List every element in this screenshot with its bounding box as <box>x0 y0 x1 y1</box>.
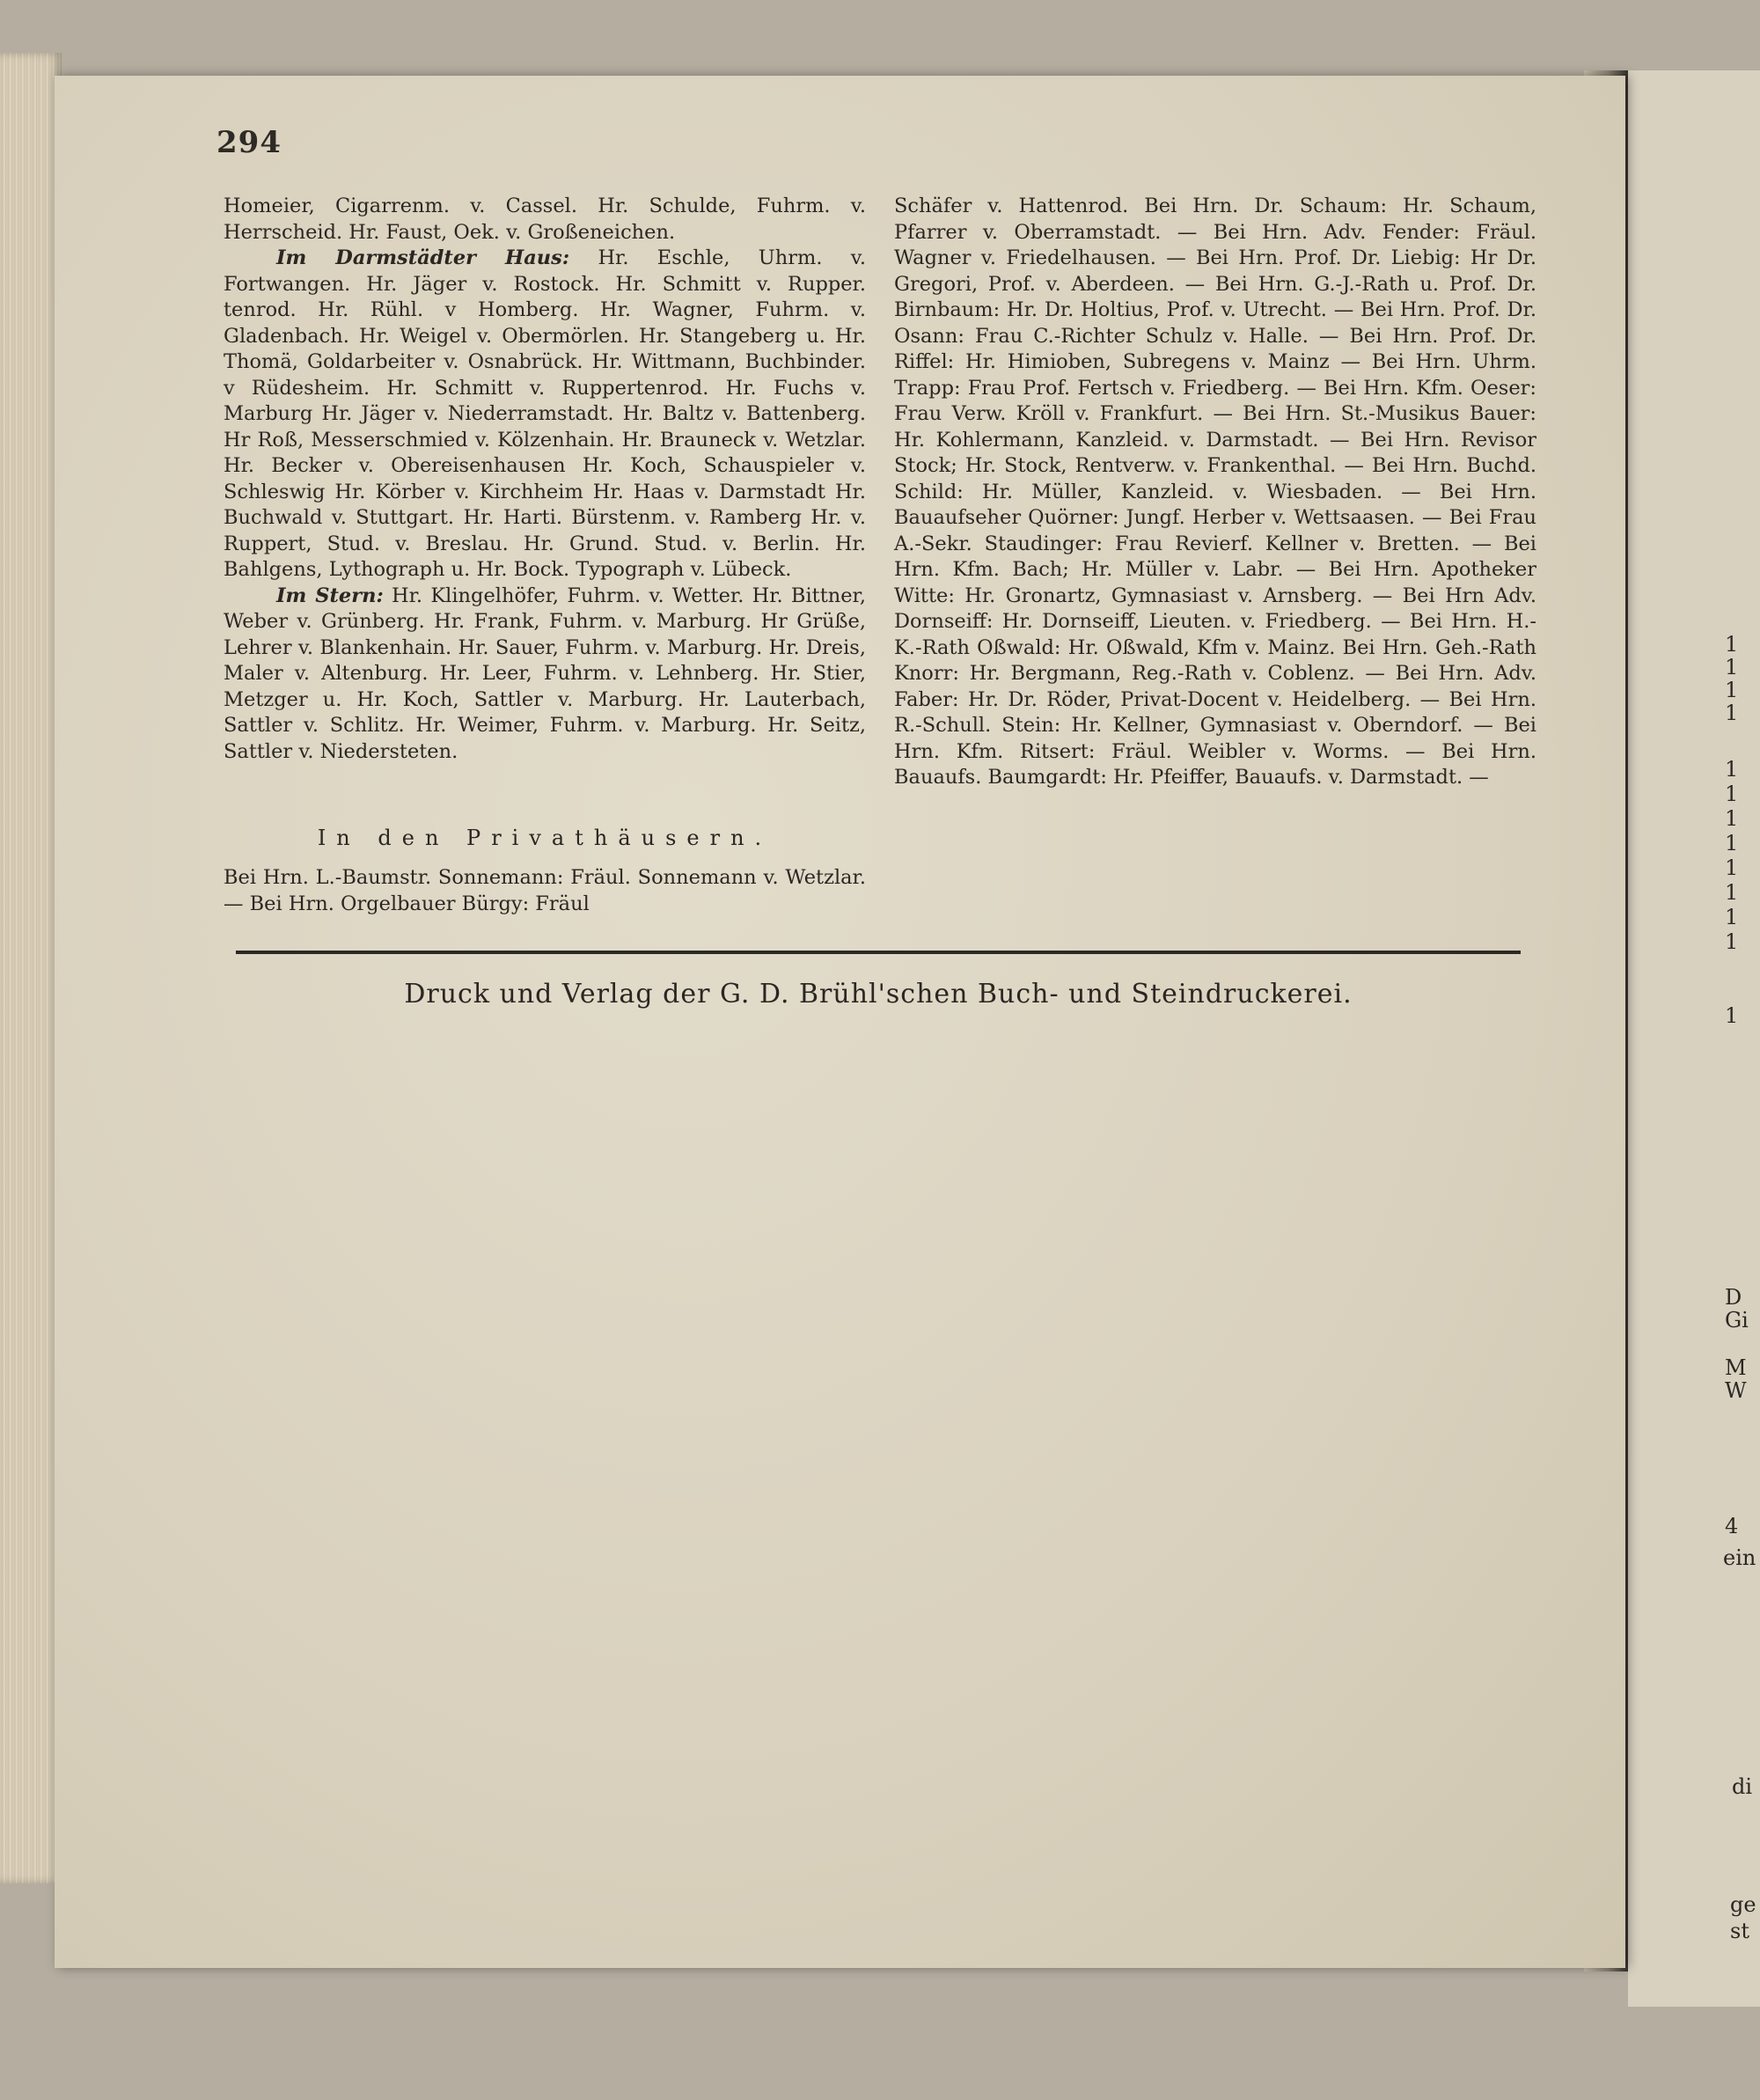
fragment: 1 <box>1725 632 1739 657</box>
page-number: 294 <box>216 125 282 160</box>
fragment: Gi <box>1725 1308 1749 1333</box>
next-page <box>1628 70 1760 2007</box>
section-text: Hr. Eschle, Uhrm. v. Fortwangen. Hr. Jäger v. Rostock. Hr. Schmitt v. Rupper. tenrod. Hr. Rühl. v Homberg. Hr. Wagner, Fuhrm. v. Gladenbach. Hr. Weigel v. Obermörlen. Hr. Stangeberg u. Hr. Thomä, Goldarbeiter v. Osnabrück. Hr. Wittmann, Buchbinder. v Rüdesheim. Hr. Schmitt v. Ruppertenrod. Hr. Fuchs v. Marburg Hr. Jäger v. Niederramstadt. Hr. Baltz v. Battenberg. Hr Roß, Messerschmied v. Kölzenhain. Hr. Brauneck v. Wetzlar. Hr. Becker v. Obereisenhausen Hr. Koch, Schauspieler v. Schleswig Hr. Körber v. Kirchheim Hr. Haas v. Darmstadt Hr. Buchwald v. Stuttgart. Hr. Harti. Bürstenm. v. Ramberg Hr. v. Ruppert, Stud. v. Breslau. Hr. Grund. Stud. v. Berlin. Hr. Bahlgens, Lythograph u. Hr. Bock. Typograph v. Lübeck. <box>224 246 866 581</box>
private-houses-text: Bei Hrn. L.-Baumstr. Sonnemann: Fräul. Sonnemann v. Wetzlar. — Bei Hrn. Orgelbauer Bürgy: Fräul <box>224 866 866 915</box>
fragment: 1 <box>1725 757 1739 782</box>
fragment: 1 <box>1725 806 1739 831</box>
right-column-text: Schäfer v. Hattenrod. Bei Hrn. Dr. Schaum: Hr. Schaum, Pfarrer v. Oberramstadt. — Bei Hrn. Adv. Fender: Fräul. Wagner v. Friedelhausen. — Bei Hrn. Prof. Dr. Liebig: Hr Dr. Gregori, Prof. v. Aberdeen. — Bei Hrn. G.-J.-Rath u. Prof. Dr. Birnbaum: Hr. Dr. Holtius, Prof. v. Utrecht. — Bei Hrn. Prof. Dr. Osann: Frau C.-Richter Schulz v. Halle. — Bei Hrn. Prof. Dr. Riffel: Hr. Himioben, Subregens v. Mainz — Bei Hrn. Uhrm. Trapp: Frau Prof. Fertsch v. Friedberg. — Bei Hrn. Kfm. Oeser: Frau Verw. Kröll v. Frankfurt. — Bei Hrn. St.-Musikus Bauer: Hr. Kohlermann, Kanzleid. v. Darmstadt. — Bei Hrn. Revisor Stock; Hr. Stock, Rentverw. v. Frankenthal. — Bei Hrn. Buchd. Schild: Hr. Müller, Kanzleid. v. Wiesbaden. — Bei Hrn. Bauaufseher Quörner: Jungf. Herber v. Wettsaasen. — Bei Frau A.-Sekr. Staudinger: Frau Revierf. Kellner v. Bretten. — Bei Hrn. Kfm. Bach; Hr. Müller v. Labr. — Bei Hrn. Apotheker Witte: Hr. Gronartz, Gymnasiast v. Arnsberg. — Bei Hrn Adv. Dornseiff: Hr. Dornseiff, Lieuten. v. Friedberg. — Bei Hrn. H.-K.-Rath Oßwald: Hr. Oßwald, Kfm v. Mainz. Bei Hrn. Geh.-Rath Knorr: Hr. Bergmann, Reg.-Rath v. Coblenz. — Bei Hrn. Adv. Faber: Hr. Dr. Röder, Privat-Docent v. Heidelberg. — Bei Hrn. R.-Schull. Stein: Hr. Kellner, Gymnasiast v. Oberndorf. — Bei Hrn. Kfm. Ritsert: Fräul. Weibler v. Worms. — Bei Hrn. Bauaufs. Baumgardt: Hr. Pfeiffer, Bauaufs. v. Darmstadt. — <box>894 195 1536 789</box>
section-text: Hr. Klingelhöfer, Fuhrm. v. Wetter. Hr. Bittner, Weber v. Grünberg. Hr. Frank, Fuhrm. v. Marburg. Hr Grüße, Lehrer v. Blankenhain. Hr. Sauer, Fuhrm. v. Marburg. Hr. Dreis, Maler v. Altenburg. Hr. Leer, Fuhrm. v. Lehnberg. Hr. Stier, Metzger u. Hr. Koch, Sattler v. Marburg. Hr. Lauterbach, Sattler v. Schlitz. Hr. Weimer, Fuhrm. v. Marburg. Hr. Seitz, Sattler v. Niedersteten. <box>224 584 866 763</box>
fragment: di <box>1732 1774 1753 1799</box>
private-houses-heading: In den Privathäusern. <box>317 826 773 850</box>
entry-paragraph: Homeier, Cigarrenm. v. Cassel. Hr. Schulde, Fuhrm. v. Herrscheid. Hr. Faust, Oek. v. Großeneichen. <box>224 195 866 244</box>
fragment: 1 <box>1725 929 1739 954</box>
section-label: Im Stern: <box>276 584 384 607</box>
fragment: 1 <box>1725 782 1739 806</box>
fragment: M <box>1725 1355 1747 1380</box>
fragment: D <box>1725 1285 1742 1310</box>
section-label: Im Darmstädter Haus: <box>276 246 570 269</box>
section-darmstaedter-haus <box>224 246 866 584</box>
fragment: 1 <box>1725 855 1739 880</box>
divider-rule <box>236 951 1521 954</box>
fragment: 1 <box>1725 655 1739 679</box>
fragment: W <box>1725 1378 1747 1403</box>
fragment: 1 <box>1725 831 1739 855</box>
fragment: st <box>1730 1919 1749 1943</box>
fragment: 4 <box>1725 1514 1739 1538</box>
imprint: Druck und Verlag der G. D. Brühl'schen Buch- und Steindruckerei. <box>404 979 1353 1010</box>
section-stern <box>224 584 866 766</box>
fragment: 1 <box>1725 701 1739 725</box>
fragment: 1 <box>1725 678 1739 702</box>
fragment: 1 <box>1725 880 1739 905</box>
fragment: ge <box>1730 1892 1756 1917</box>
left-column <box>224 194 866 765</box>
fragment: 1 <box>1725 905 1739 929</box>
book-edge <box>0 53 62 1883</box>
right-column <box>894 194 1536 791</box>
fragment: 1 <box>1725 1003 1739 1028</box>
fragment: ein <box>1723 1546 1756 1570</box>
